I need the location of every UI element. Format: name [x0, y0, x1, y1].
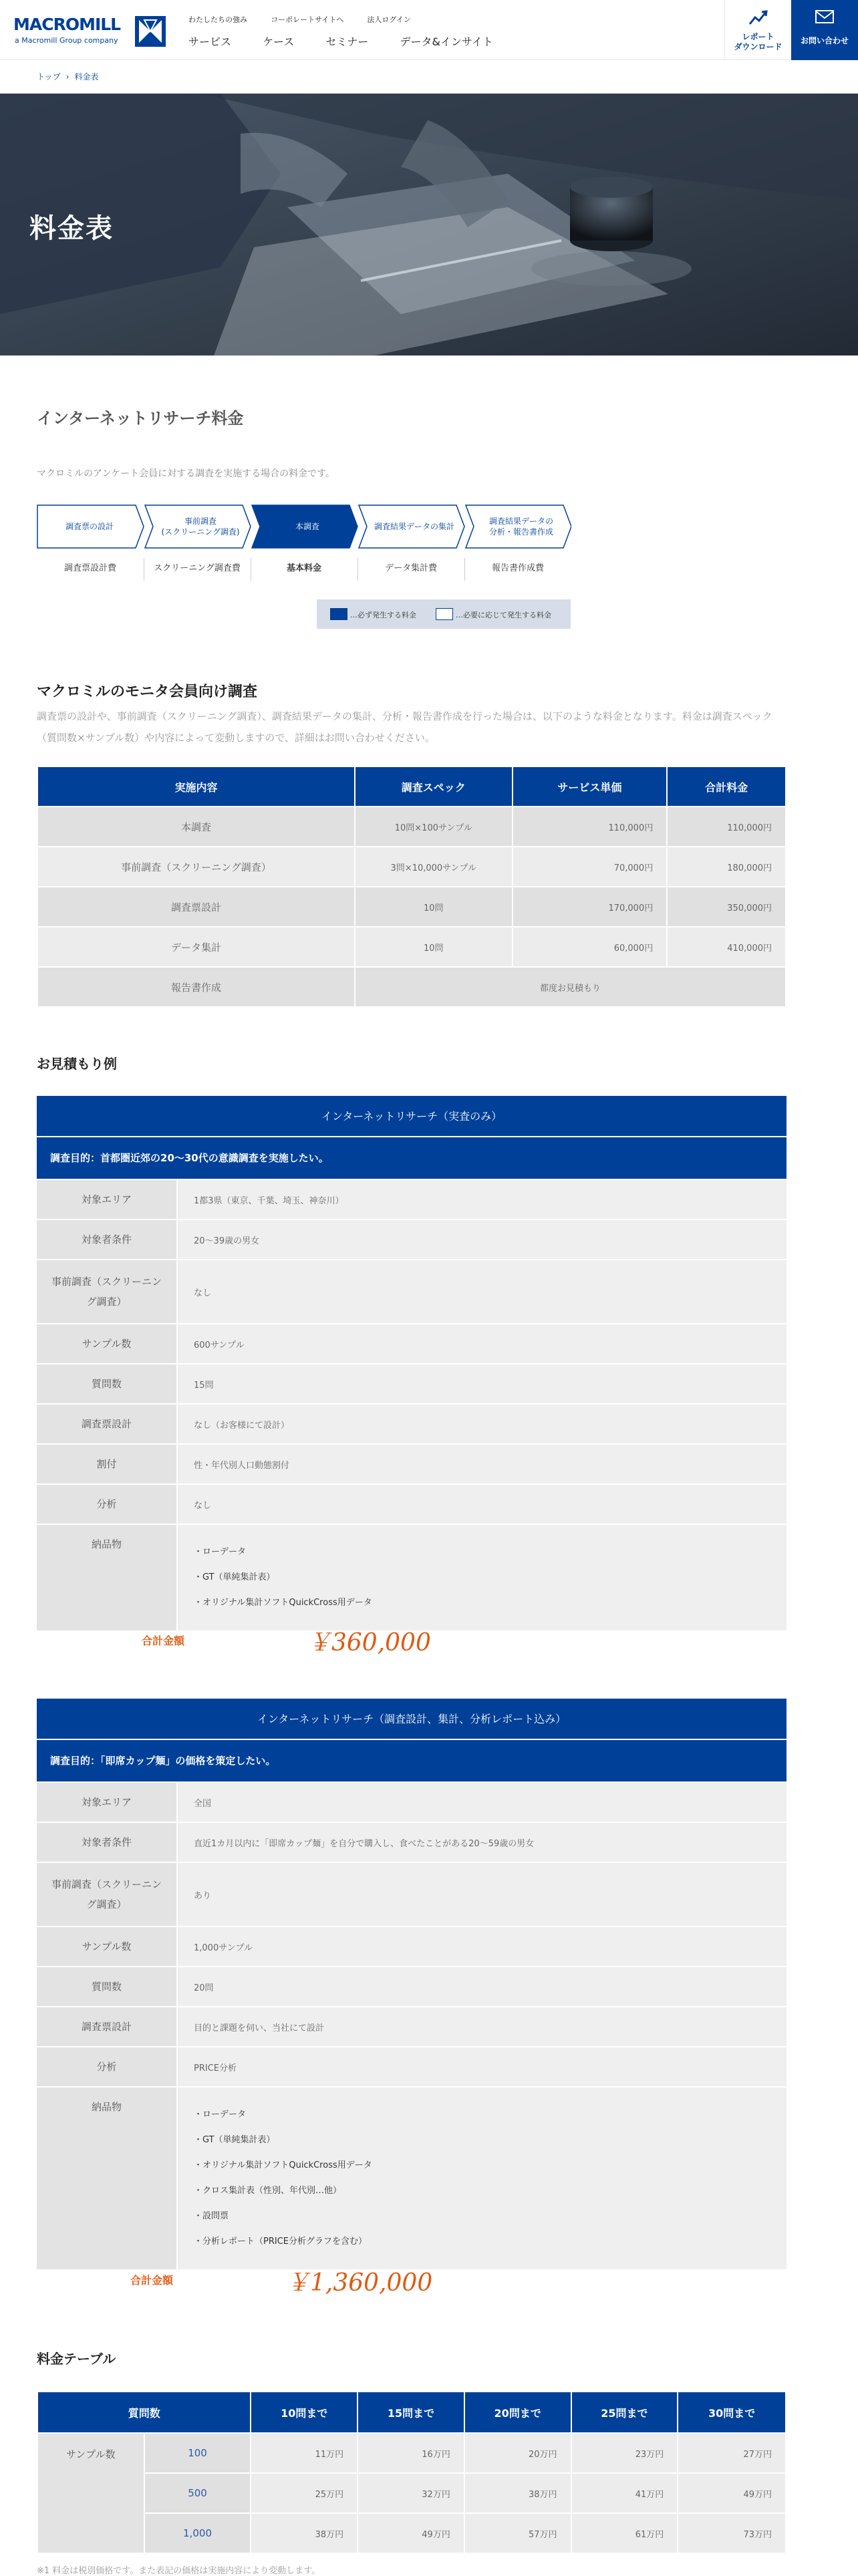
table-cell: 10問 — [355, 927, 513, 967]
chevron-right-icon: › — [65, 72, 69, 82]
table-row — [37, 807, 786, 847]
flow-step-main-survey: 本調査 — [295, 522, 319, 531]
table-cell: 60,000円 — [513, 927, 668, 967]
fee-table — [37, 2391, 786, 2554]
table-row — [37, 927, 786, 967]
row-value: 600サンプル — [177, 1324, 786, 1364]
list-item: ・ローデータ — [194, 1547, 247, 1557]
table-row — [37, 967, 786, 1007]
sample-count: 500 — [144, 2473, 251, 2513]
row-label: 調査票設計 — [37, 1404, 177, 1444]
column-header: 10問まで — [251, 2392, 358, 2433]
deliverables-list — [177, 1524, 786, 1630]
sample-count: 1,000 — [144, 2513, 251, 2553]
top-link-login[interactable]: 法人ログイン — [367, 15, 411, 24]
logo-mark-icon — [135, 16, 166, 47]
flow-step-report: 調査結果データの 分析・報告書作成 — [488, 517, 553, 537]
table-row — [37, 1862, 786, 1926]
section-title-internet-research: インターネットリサーチ料金 — [37, 409, 244, 428]
row-value: 目的と課題を伺い、当社にて設計 — [177, 2007, 786, 2047]
page-title: 料金表 — [29, 213, 114, 244]
row-label: 質問数 — [37, 1364, 177, 1404]
estimate-example-1 — [37, 1096, 786, 1630]
table-row — [37, 1444, 786, 1484]
table-row — [37, 1220, 786, 1260]
deliverables-list — [177, 2087, 786, 2269]
flow-legend — [317, 599, 571, 629]
list-item: ・クロス集計表（性別、年代別…他） — [194, 2186, 342, 2196]
flow-step-questionnaire-design: 調査票の設計 — [65, 522, 114, 531]
row-value: なし — [177, 1484, 786, 1524]
row-label: 事前調査（スクリーニング調査） — [37, 1260, 177, 1324]
list-item: ・GT（単純集計表） — [194, 2135, 275, 2145]
list-item: ・オリジナル集計ソフトQuickCross用データ — [194, 2160, 372, 2170]
contact-button[interactable] — [791, 0, 858, 60]
row-value: 1,000サンプル — [177, 1926, 786, 1967]
total-label-2: 合計金額 — [130, 2274, 174, 2287]
column-header: 実施内容 — [37, 766, 355, 807]
table-cell: 32万円 — [358, 2473, 464, 2513]
table-row — [37, 2473, 786, 2513]
table-header-row — [37, 766, 786, 807]
estimate-2-goal: 調査目的：「即席カップ麺」の価格を策定したい。 — [37, 1740, 786, 1781]
main-nav — [188, 33, 521, 49]
breadcrumb-current: 料金表 — [74, 72, 99, 82]
column-header: 20問まで — [464, 2392, 571, 2433]
row-label: 対象エリア — [37, 1782, 177, 1822]
table-row — [37, 1524, 786, 1630]
report-download-button[interactable] — [724, 0, 791, 60]
logo-subtitle: a Macromill Group company — [15, 36, 118, 45]
row-value: 1都3県（東京、千葉、埼玉、神奈川） — [177, 1179, 786, 1220]
row-value: 20〜39歳の男女 — [177, 1220, 786, 1260]
logo-wordmark: MACROMILL — [13, 15, 121, 34]
flow-step-screening: 事前調査 (スクリーニング調査) — [161, 517, 240, 537]
monitor-description: 調査票の設計や、事前調査（スクリーニング調査）、調査結果データの集計、分析・報告書作成を行った場合は、以下のような料金となります。料金は調査スペック（質問数×サンプル数）や内容によって変動しますので、詳細はお問い合わせください。 — [37, 710, 772, 744]
row-label: 対象エリア — [37, 1179, 177, 1220]
table-cell: 3問×10,000サンプル — [355, 847, 513, 887]
column-header: 25問まで — [571, 2392, 678, 2433]
table-cell: 70,000円 — [513, 847, 668, 887]
table-cell: 事前調査（スクリーニング調査） — [37, 847, 355, 887]
table-cell: データ集計 — [37, 927, 355, 967]
table-row — [37, 1926, 786, 1967]
table-cell: 25万円 — [251, 2473, 358, 2513]
fee-label-questionnaire: 調査票設計費 — [63, 563, 116, 573]
list-item: ・GT（単純集計表） — [194, 1572, 275, 1582]
report-label-2: ダウンロード — [734, 42, 782, 51]
table-cell: 38万円 — [251, 2513, 358, 2553]
estimate-2-header: インターネットリサーチ（調査設計、集計、分析レポート込み） — [37, 1699, 786, 1740]
table-cell: 49万円 — [678, 2473, 786, 2513]
row-group-label: サンプル数 — [37, 2433, 144, 2553]
contact-label: お問い合わせ — [800, 36, 849, 45]
chart-trend-icon — [748, 9, 768, 27]
table-cell: 報告書作成 — [37, 967, 355, 1007]
row-value: PRICE分析 — [177, 2047, 786, 2087]
table-cell: 10問×100サンプル — [355, 807, 513, 847]
list-item: ・オリジナル集計ソフトQuickCross用データ — [194, 1598, 372, 1608]
table-row — [37, 1324, 786, 1364]
row-value: 15問 — [177, 1364, 786, 1404]
column-header: サービス単価 — [513, 766, 668, 807]
legend-optional-label: …必要に応じて発生する料金 — [456, 611, 551, 619]
row-label: 対象者条件 — [37, 1822, 177, 1862]
legend-required-swatch — [330, 608, 347, 620]
section-title-estimates: お見積もり例 — [37, 1056, 117, 1072]
breadcrumb-home[interactable]: トップ — [37, 72, 61, 82]
row-label: 対象者条件 — [37, 1220, 177, 1260]
table-cell: 都度お見積もり — [355, 967, 786, 1007]
table-cell: 57万円 — [464, 2513, 571, 2553]
list-item: ・分析レポート（PRICE分析グラフを含む） — [194, 2237, 367, 2247]
fee-label-screening: スクリーニング調査費 — [154, 563, 241, 573]
total-value-1: ￥360,000 — [307, 1629, 431, 1657]
table-row — [37, 887, 786, 927]
section-title-monitor: マクロミルのモニタ会員向け調査 — [37, 684, 258, 700]
table-row — [37, 1822, 786, 1862]
table-cell: 20万円 — [464, 2433, 571, 2473]
row-value: 20問 — [177, 1967, 786, 2007]
table-cell: 350,000円 — [667, 887, 786, 927]
row-label: 質問数 — [37, 1967, 177, 2007]
table-cell: 23万円 — [571, 2433, 678, 2473]
flow-step-aggregation: 調査結果データの集計 — [374, 522, 454, 531]
table-cell: 180,000円 — [667, 847, 786, 887]
table-row — [37, 1260, 786, 1324]
estimate-example-2 — [37, 1699, 786, 2269]
estimate-1-goal: 調査目的：首都圏近郊の20〜30代の意識調査を実施したい。 — [37, 1137, 786, 1179]
row-label: 事前調査（スクリーニング調査） — [37, 1862, 177, 1926]
section-title-fee-table: 料金テーブル — [37, 2351, 116, 2367]
list-item: ・設問票 — [194, 2211, 229, 2221]
table-row — [37, 1484, 786, 1524]
total-label-1: 合計金額 — [142, 1634, 185, 1647]
table-row — [37, 847, 786, 887]
table-cell: 10問 — [355, 887, 513, 927]
table-row — [37, 1364, 786, 1404]
table-cell: 410,000円 — [667, 927, 786, 967]
table-row — [37, 1404, 786, 1444]
table-cell: 110,000円 — [513, 807, 668, 847]
row-value: 直近1カ月以内に「即席カップ麺」を自分で購入し、食べたことがある20〜59歳の男女 — [177, 1822, 786, 1862]
total-value-2: ￥1,360,000 — [286, 2269, 433, 2297]
table-row — [37, 1782, 786, 1822]
table-cell: 38万円 — [464, 2473, 571, 2513]
table-row — [37, 1179, 786, 1220]
price-table — [37, 766, 786, 1008]
top-link-strengths[interactable]: わたしたちの強み — [188, 15, 247, 24]
row-label: 分析 — [37, 1484, 177, 1524]
process-flow — [37, 505, 571, 587]
estimate-1-header: インターネットリサーチ（実査のみ） — [37, 1096, 786, 1137]
row-label: サンプル数 — [37, 1324, 177, 1364]
table-cell: 11万円 — [251, 2433, 358, 2473]
fee-note: ※1 料金は税別価格です。また表記の価格は実施内容により変動します。 — [37, 2566, 321, 2576]
row-label: 納品物 — [37, 2087, 177, 2269]
legend-optional-swatch — [436, 608, 453, 620]
report-label-1: レポート — [742, 32, 774, 41]
legend-required-label: …必ず発生する料金 — [350, 611, 416, 619]
row-value: なし（お客様にて設計） — [177, 1404, 786, 1444]
sample-count: 100 — [144, 2433, 251, 2473]
column-header: 質問数 — [37, 2392, 251, 2433]
table-row — [37, 2007, 786, 2047]
hero-banner — [0, 94, 858, 355]
row-label: 分析 — [37, 2047, 177, 2087]
table-cell: 27万円 — [678, 2433, 786, 2473]
mail-icon — [815, 9, 835, 24]
breadcrumb — [37, 71, 98, 82]
nav-item-cases[interactable]: ケース — [263, 35, 295, 48]
column-header: 30問まで — [678, 2392, 786, 2433]
table-row — [37, 2433, 786, 2473]
table-cell: 73万円 — [678, 2513, 786, 2553]
table-cell: 41万円 — [571, 2473, 678, 2513]
table-cell: 61万円 — [571, 2513, 678, 2553]
table-row — [37, 2513, 786, 2553]
site-header — [0, 0, 858, 60]
nav-item-seminars[interactable]: セミナー — [325, 35, 369, 48]
row-label: サンプル数 — [37, 1926, 177, 1967]
column-header: 調査スペック — [355, 766, 513, 807]
table-row — [37, 1967, 786, 2007]
row-value: 性・年代別人口動態割付 — [177, 1444, 786, 1484]
row-label: 割付 — [37, 1444, 177, 1484]
row-value: あり — [177, 1862, 786, 1926]
row-label: 納品物 — [37, 1524, 177, 1630]
row-value: なし — [177, 1260, 786, 1324]
fee-label-aggregation: データ集計費 — [384, 563, 437, 573]
table-cell: 調査票設計 — [37, 887, 355, 927]
row-value: 全国 — [177, 1782, 786, 1822]
top-links — [188, 12, 431, 25]
row-label: 調査票設計 — [37, 2007, 177, 2047]
table-row — [37, 2047, 786, 2087]
table-cell: 110,000円 — [667, 807, 786, 847]
nav-item-insights[interactable]: データ&インサイト — [400, 35, 493, 48]
table-cell: 49万円 — [358, 2513, 464, 2553]
intro-text: マクロミルのアンケート会員に対する調査を実施する場合の料金です。 — [37, 468, 335, 479]
fee-label-report: 報告書作成費 — [491, 563, 544, 573]
fee-label-basic: 基本料金 — [286, 563, 321, 573]
table-header-row — [37, 2392, 786, 2433]
top-link-corporate[interactable]: コーポレートサイトへ — [271, 15, 344, 24]
table-cell: 16万円 — [358, 2433, 464, 2473]
nav-item-services[interactable]: サービス — [188, 35, 232, 48]
hero-photo — [0, 94, 858, 355]
column-header: 合計料金 — [667, 766, 786, 807]
list-item: ・ローデータ — [194, 2110, 247, 2120]
table-cell: 170,000円 — [513, 887, 668, 927]
column-header: 15問まで — [358, 2392, 464, 2433]
table-cell: 本調査 — [37, 807, 355, 847]
table-row — [37, 2087, 786, 2269]
